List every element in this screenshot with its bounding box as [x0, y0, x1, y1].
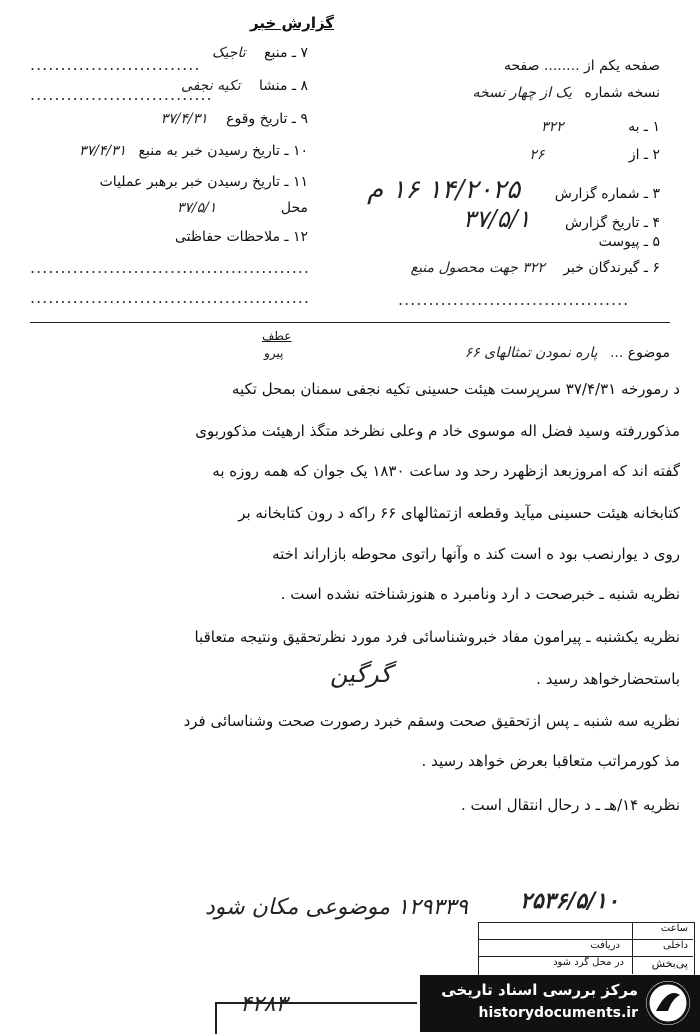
site-url: historydocuments.ir — [478, 1005, 638, 1021]
dotted-line: ...................................... — [398, 290, 630, 309]
bottom-handwritten-date: ۲۵۳۶/۵/۱۰ — [520, 888, 619, 914]
site-logo-icon — [646, 981, 690, 1025]
field-copy-number: نسخه شماره یک از چهار نسخه — [472, 85, 660, 101]
dotted-line: ............................ — [30, 55, 201, 74]
footer-watermark — [420, 975, 700, 1032]
field-report-date: ۴ ـ تاریخ گزارش ۳۷/۵/۱ — [462, 205, 660, 233]
partial-bottom-box — [215, 1002, 417, 1034]
body-line: گفته اند که امروزبعد ازظهرد رحد ود ساعت ۱۸۳۰ یک جوان که همه روزه به — [212, 462, 680, 480]
dotted-line: .............................. — [30, 85, 213, 104]
field-page: صفحه یکم از ........ صفحه — [503, 58, 660, 74]
dotted-line: .............................................. — [30, 258, 310, 277]
handwritten-signature: گرگین — [330, 660, 392, 688]
margin-note-follow: پیرو — [264, 346, 284, 360]
report-title: گزارش خبر — [250, 14, 335, 32]
opinion-line: نظریه یکشنبه ـ پیرامون مفاد خبروشناسائی فرد مورد نظرتحقیق ونتیجه متعاقبا — [194, 628, 680, 646]
body-line: نظریه شنبه ـ خبرصحت د ارد ونامبرد ه هنوزشناخته نشده است . — [280, 585, 680, 603]
field-security-notes: ۱۲ ـ ملاحظات حفاظتی — [175, 229, 308, 245]
opinion-line: باستحضارخواهد رسید . — [536, 670, 680, 688]
margin-note-ref: عطف — [262, 329, 292, 343]
field-location: محل ۳۷/۵/۱ — [176, 200, 308, 216]
field-origin: ۸ ـ منشا تکیه نجفی — [181, 78, 308, 94]
body-line: د رمورخه ۳۷/۴/۳۱ سرپرست هیئت حسینی تکیه نجفی سمنان بمحل تکیه — [231, 380, 680, 398]
subject: موضوع ... پاره نمودن تمثالهای ۶۶ — [464, 345, 670, 361]
body-line: کتابخانه هیئت حسینی میآید وقطعه ازتمثالهای ۶۶ راکه د رون کتابخانه بر — [238, 504, 680, 522]
field-report-number: ۳ ـ شماره گزارش ۱۴/۲۰۲۵ ۱۶ م — [367, 175, 660, 205]
partial-bottom-handwriting: ۴۲۸۳ — [240, 992, 288, 1017]
dotted-line: .............................................. — [30, 288, 310, 307]
opinion-line: نظریه سه شنبه ـ پس ازتحقیق صحت وسقم خبرد رصورت صحت وشناسائی فرد — [183, 712, 680, 730]
field-received-by-source: ۱۰ ـ تاریخ رسیدن خبر به منبع ۳۷/۴/۳۱ — [79, 143, 308, 159]
field-received-by-operations: ۱۱ ـ تاریخ رسیدن خبر برهبر عملیات — [99, 174, 308, 190]
field-to: ۱ ـ به ۳۲۲ — [541, 119, 660, 135]
field-attachment: ۵ ـ پیوست — [598, 234, 660, 250]
opinion-line: نظریه ۱۴/هـ ـ د رحال انتقال است . — [460, 796, 680, 814]
bottom-handwritten-note: ۱۲۹۳۳۹ موضوعی مکان شود — [205, 895, 468, 920]
body-line: روی د یوارنصب بود ه است کند ه وآنها راتوی محوطه بازاراند اخته — [272, 545, 680, 563]
field-from: ۲ ـ از ۲۶ — [529, 147, 660, 163]
opinion-line: مذ کورمراتب متعاقبا بعرض خواهد رسید . — [421, 752, 680, 770]
field-occurrence-date: ۹ ـ تاریخ وقوع ۳۷/۴/۳۱ — [160, 111, 308, 127]
separator-line — [30, 322, 670, 323]
field-source: ۷ ـ منبع تاجیک — [212, 45, 308, 61]
site-name: مرکز بررسی اسناد تاریخی — [441, 981, 638, 999]
body-line: مذکوررفته وسید فضل اله موسوی خاد م وعلی نظرخد متگذ ارهیئت مذکوربوی — [195, 422, 680, 440]
field-recipients: ۶ ـ گیرندگان خبر ۳۲۲ جهت محصول منبع — [410, 260, 660, 276]
